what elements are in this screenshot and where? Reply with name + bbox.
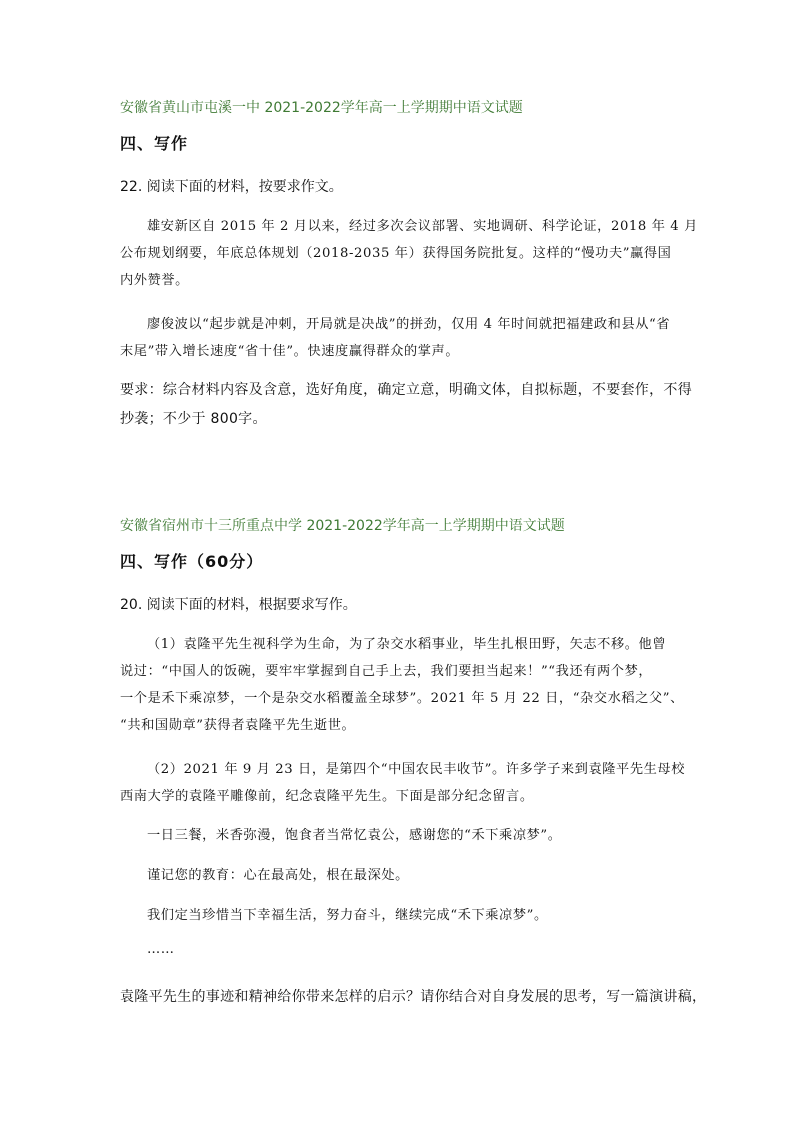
message-line: 我们定当珍惜当下幸福生活，努力奋斗，继续完成“禾下乘凉梦”。 xyxy=(147,908,548,923)
paragraph-line: （2）2021 年 9 月 23 日，是第四个“中国农民丰收节”。许多学子来到袁隆平先生母校 xyxy=(147,762,685,777)
paragraph-line: 末尾”带入增长速度“省十佳”。快速度赢得群众的掌声。 xyxy=(120,344,460,359)
paragraph-line: 雄安新区自 2015 年 2 月以来，经过多次会议部署、实地调研、科学论证，2018 年 4 月 xyxy=(147,219,698,234)
question-22: 22. 阅读下面的材料，按要求作文。 xyxy=(120,179,343,195)
paragraph-line: 一个是禾下乘凉梦，一个是杂交水稻覆盖全球梦”。2021 年 5 月 22 日，“杂交水稻之父”、 xyxy=(120,691,684,706)
section-heading-1: 四、写作 xyxy=(120,134,189,153)
paragraph-line: 廖俊波以“起步就是冲刺，开局就是决战”的拼劲，仅用 4 年时间就把福建政和县从“省 xyxy=(147,317,671,332)
message-line: 一日三餐，米香弥漫，饱食者当常忆袁公，感谢您的“禾下乘凉梦”。 xyxy=(147,828,562,843)
message-line: 谨记您的教育：心在最高处，根在最深处。 xyxy=(147,868,409,883)
paragraph-line: 公布规划纲要，年底总体规划（2018-2035 年）获得国务院批复。这样的“慢功夫”赢得国 xyxy=(120,246,672,261)
paragraph-line: “共和国勋章”获得者袁隆平先生逝世。 xyxy=(120,718,356,733)
paragraph-line: 内外赞誉。 xyxy=(120,273,189,288)
requirement-line: 要求：综合材料内容及含意，选好角度，确定立意，明确文体，自拟标题，不要套作，不得 xyxy=(120,382,692,398)
paragraph-line: 说过：“中国人的饭碗，要牢牢掌握到自己手上去，我们要担当起来！”“我还有两个梦， xyxy=(120,664,653,679)
paragraph-line: （1）袁隆平先生视科学为生命，为了杂交水稻事业，毕生扎根田野，矢志不移。他曾 xyxy=(147,637,667,652)
source-line-1: 安徽省黄山市屯溪一中 2021-2022学年高一上学期期中语文试题 xyxy=(120,100,523,116)
section-heading-2: 四、写作（60分） xyxy=(120,552,264,571)
closing-line: 袁隆平先生的事迹和精神给你带来怎样的启示？请你结合对自身发展的思考，写一篇演讲稿， xyxy=(120,989,707,1005)
question-20: 20. 阅读下面的材料，根据要求写作。 xyxy=(120,597,357,613)
source-line-2: 安徽省宿州市十三所重点中学 2021-2022学年高一上学期期中语文试题 xyxy=(120,518,565,534)
paragraph-line: 西南大学的袁隆平雕像前，纪念袁隆平先生。下面是部分纪念留言。 xyxy=(120,789,534,804)
ellipsis: …… xyxy=(147,942,175,957)
requirement-line: 抄袭；不少于 800字。 xyxy=(120,411,267,427)
